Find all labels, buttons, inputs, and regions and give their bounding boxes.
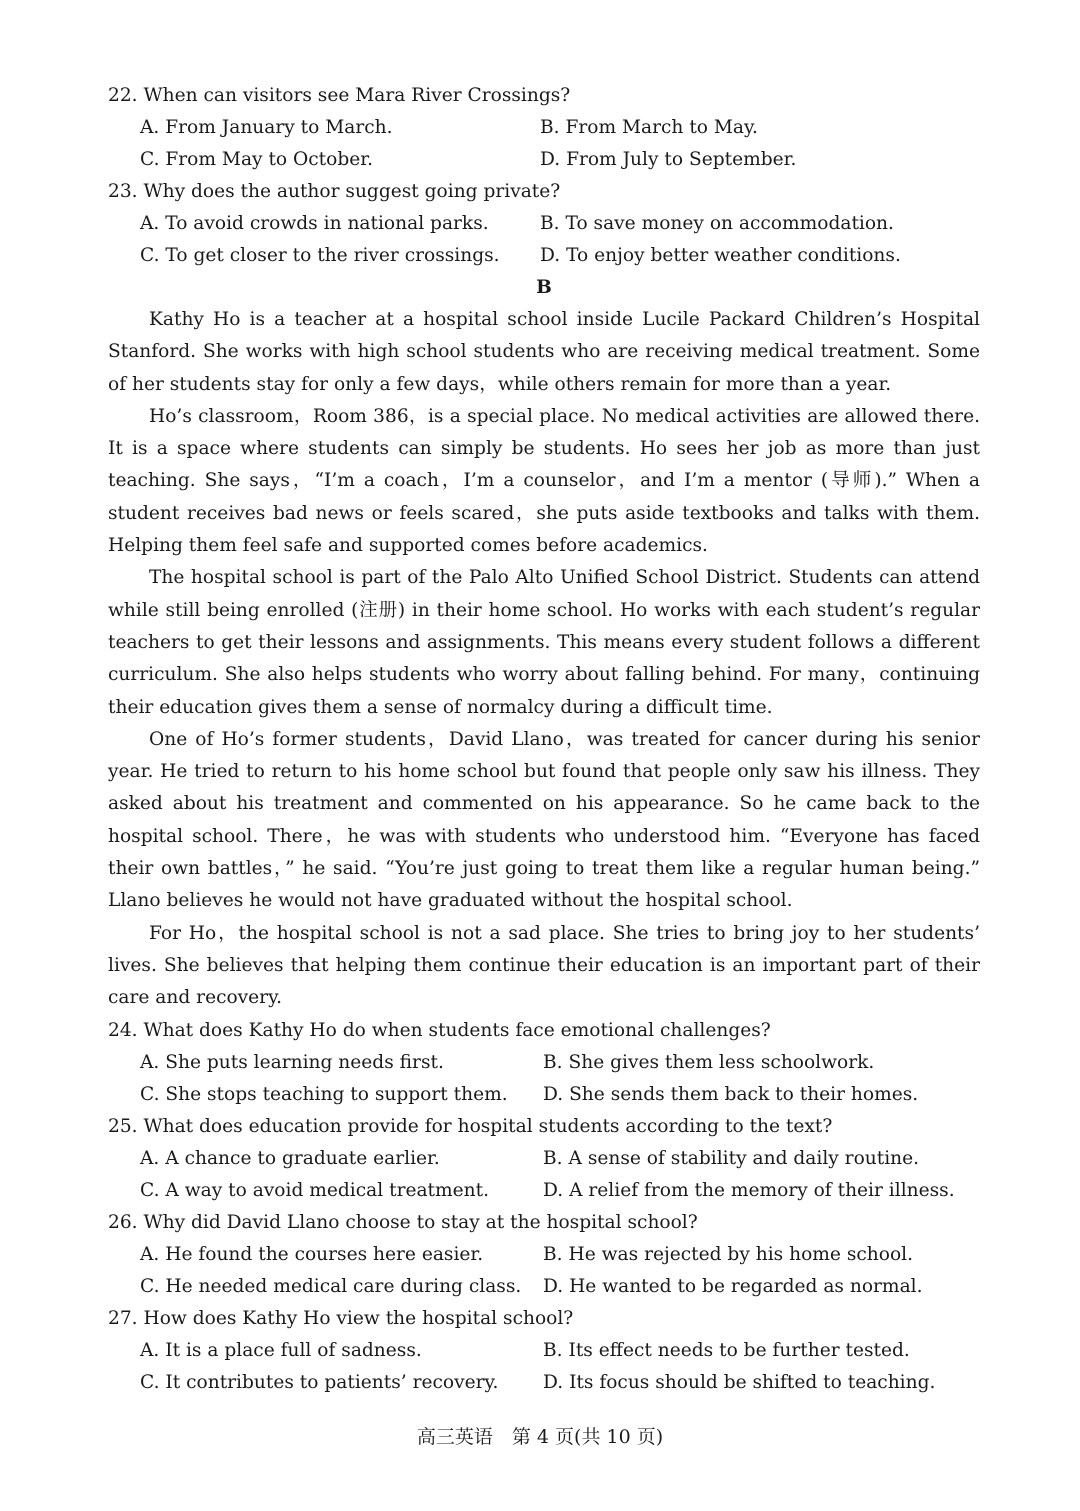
passage — [108, 304, 980, 1015]
option-a: A. She puts learning needs first. — [140, 1051, 444, 1073]
question-stem: 24. What does Kathy Ho do when students face emotional challenges? — [108, 1019, 771, 1041]
option-c: C. He needed medical care during class. — [140, 1275, 522, 1297]
option-b: B. To save money on accommodation. — [540, 213, 894, 234]
option-d: D. A relief from the memory of their illness. — [543, 1179, 955, 1201]
option-b: B. She gives them less schoolwork. — [543, 1051, 875, 1073]
page-content — [108, 80, 980, 1399]
question-25 — [108, 1111, 980, 1207]
option-c: C. To get closer to the river crossings. — [140, 245, 500, 266]
question-stem: 25. What does education provide for hospital students according to the text? — [108, 1115, 833, 1137]
option-d: D. From July to September. — [540, 149, 797, 170]
option-a: A. It is a place full of sadness. — [140, 1339, 422, 1361]
section-heading: B — [536, 277, 552, 298]
option-a: A. From January to March. — [140, 117, 393, 138]
question-stem: 23. Why does the author suggest going private? — [108, 181, 561, 202]
option-b: B. Its effect needs to be further tested. — [543, 1339, 910, 1361]
question-stem: 27. How does Kathy Ho view the hospital school? — [108, 1307, 574, 1329]
question-27 — [108, 1303, 980, 1399]
option-b: B. A sense of stability and daily routine. — [543, 1147, 920, 1169]
option-c: C. From May to October. — [140, 149, 374, 170]
passage-paragraph: The hospital school is part of the Palo Alto Unified School District. Students can attend while still being enrolled (注册) in their home school. Ho works with each student’s regular teachers to get their lessons and assignments. This means every student follows a different curriculum. She also helps students who worry about falling behind. For many，continuing their education gives them a sense of normalcy during a difficult time. — [108, 567, 980, 718]
question-stem: 22. When can visitors see Mara River Crossings? — [108, 85, 571, 106]
question-22 — [108, 80, 980, 176]
option-b: B. From March to May. — [540, 117, 758, 138]
question-24 — [108, 1015, 980, 1111]
passage-paragraph: Kathy Ho is a teacher at a hospital school inside Lucile Packard Children’s Hospital Stanford. She works with high school students who are receiving medical treatment. Some of her students stay for only a few days，while others remain for more than a year. — [108, 309, 980, 395]
page-footer: 高三英语 第 4 页(共 10 页) — [416, 1426, 664, 1448]
passage-paragraph: One of Ho’s former students，David Llano，was treated for cancer during his senior year. He tried to return to his home school but found that people only saw his illness. They asked about his treatment and commented on his appearance. So he came back to the hospital school. There，he was with students who understood him. “Everyone has faced their own battles，” he said. “You’re just going to treat them like a regular human being.” Llano believes he would not have graduated without the hospital school. — [108, 728, 980, 912]
option-a: A. He found the courses here easier. — [140, 1243, 484, 1265]
passage-paragraph: Ho’s classroom，Room 386，is a special place. No medical activities are allowed there. It is a space where students can simply be students. Ho sees her job as more than just teaching. She says，“I’m a coach，I’m a counselor，and I’m a mentor (导师).” When a student receives bad news or feels scared，she puts aside textbooks and talks with them. Helping them feel safe and supported comes before academics. — [108, 405, 980, 557]
option-b: B. He was rejected by his home school. — [543, 1243, 914, 1265]
option-c: C. She stops teaching to support them. — [140, 1083, 508, 1105]
question-stem: 26. Why did David Llano choose to stay at the hospital school? — [108, 1211, 698, 1233]
question-26 — [108, 1207, 980, 1303]
option-d: D. Its focus should be shifted to teaching. — [543, 1371, 936, 1393]
option-d: D. She sends them back to their homes. — [543, 1083, 919, 1105]
option-c: C. It contributes to patients’ recovery. — [140, 1371, 499, 1393]
option-c: C. A way to avoid medical treatment. — [140, 1179, 490, 1201]
passage-paragraph: For Ho，the hospital school is not a sad place. She tries to bring joy to her students’ lives. She believes that helping them continue their education is an important part of their care and recovery. — [108, 922, 980, 1009]
option-d: D. He wanted to be regarded as normal. — [543, 1275, 923, 1297]
option-d: D. To enjoy better weather conditions. — [540, 245, 901, 266]
option-a: A. A chance to graduate earlier. — [140, 1147, 440, 1169]
question-23 — [108, 176, 980, 272]
option-a: A. To avoid crowds in national parks. — [140, 213, 489, 234]
